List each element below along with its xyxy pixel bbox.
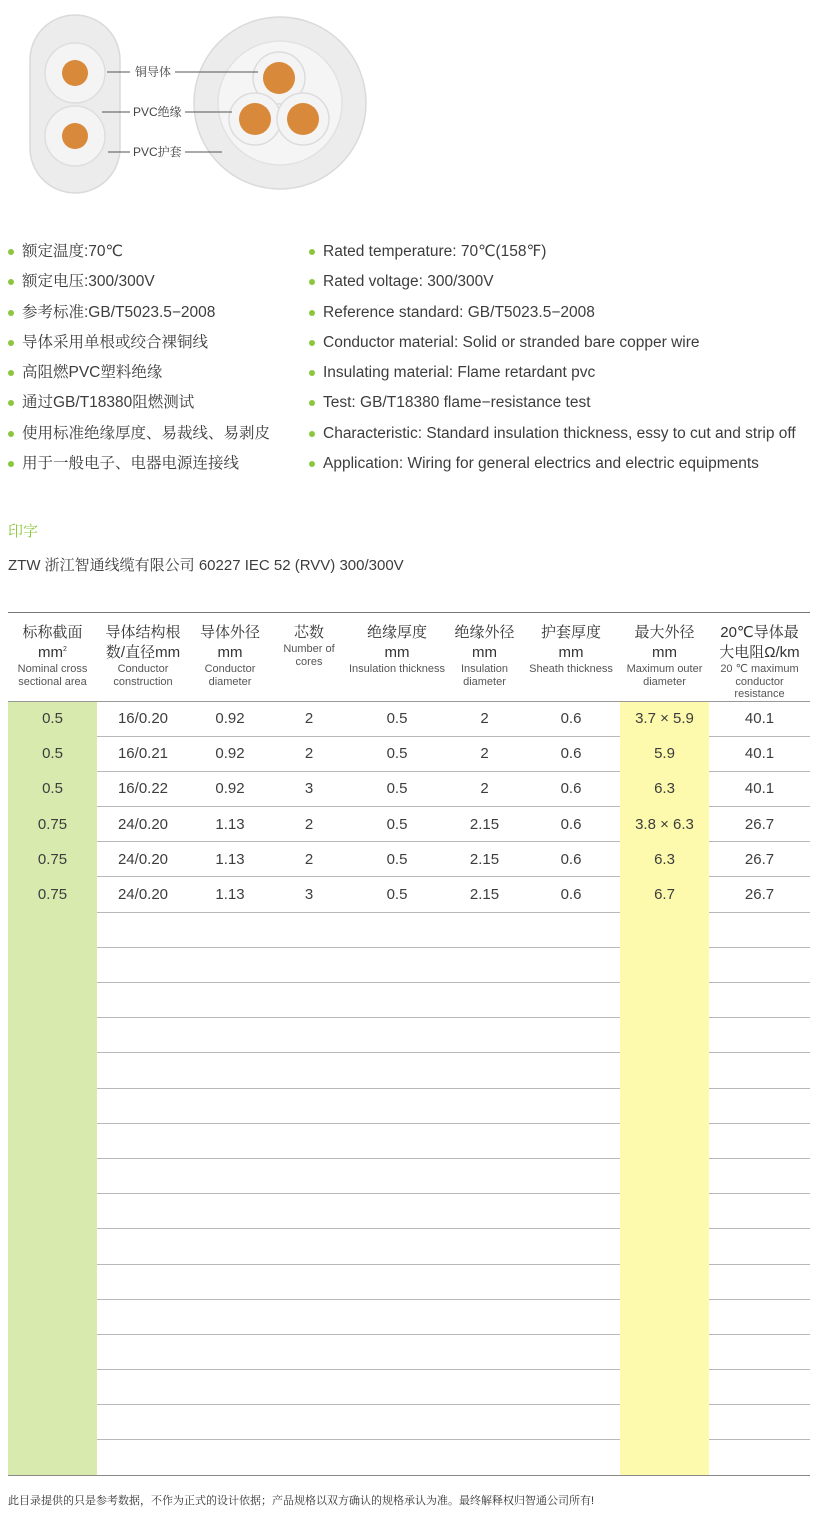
table-cell [97,1194,189,1229]
table-cell [709,1053,810,1088]
bullet-dot-icon [8,370,14,376]
table-cell [347,1440,447,1475]
table-cell [189,1370,271,1405]
table-cell: 0.5 [8,701,97,736]
bullet-dot-icon [309,340,315,346]
table-cell: 3 [271,771,347,806]
spec-item-cn: 额定温度:70℃ [8,240,270,270]
table-cell [347,1264,447,1299]
table-cell [271,1405,347,1440]
column-header-max-resistance: 20℃导体最 大电阻Ω/km 20 ℃ maximum conductor resistance [709,613,810,702]
table-cell [347,1158,447,1193]
spec-item-cn: 通过GB/T18380阻燃测试 [8,391,270,421]
table-cell: 3.7 × 5.9 [620,701,709,736]
table-cell: 0.75 [8,842,97,877]
table-cell [447,1370,522,1405]
spec-item-en: Application: Wiring for general electrics and electric equipments [309,452,796,482]
table-cell [447,1158,522,1193]
round-copper-conductor-1 [263,62,295,94]
table-cell: 1.13 [189,877,271,912]
table-cell [522,1440,620,1475]
table-cell [97,1334,189,1369]
round-copper-conductor-2 [239,103,271,135]
table-cell [709,983,810,1018]
table-cell [620,947,709,982]
column-header-conductor-construction: 导体结构根 数/直径mm Conductor construction [97,613,189,702]
table-cell [447,1229,522,1264]
table-cell [522,1018,620,1053]
table-cell [8,1370,97,1405]
table-cell [620,1299,709,1334]
table-cell [347,912,447,947]
marking-text: ZTW 浙江智通线缆有限公司 60227 IEC 52 (RVV) 300/300V [8,557,404,574]
table-cell: 2 [271,807,347,842]
table-cell [620,1405,709,1440]
table-cell: 2 [447,771,522,806]
table-row-empty [8,1370,810,1405]
table-cell: 1.13 [189,842,271,877]
table-cell [271,1264,347,1299]
table-cell [97,1405,189,1440]
table-cell: 26.7 [709,842,810,877]
table-cell [620,1053,709,1088]
table-cell [97,1158,189,1193]
table-row-empty [8,1405,810,1440]
table-cell [97,1440,189,1475]
bullet-dot-icon [309,249,315,255]
table-row-empty [8,1299,810,1334]
table-cell [189,1194,271,1229]
table-cell: 3.8 × 6.3 [620,807,709,842]
spec-item-cn: 用于一般电子、电器电源连接线 [8,452,270,482]
spec-item-cn: 导体采用单根或绞合裸铜线 [8,331,270,361]
spec-item-cn: 使用标准绝缘厚度、易裁线、易剥皮 [8,422,270,452]
spec-item-en: Rated temperature: 70℃(158℉) [309,240,796,270]
table-cell: 0.75 [8,807,97,842]
spec-item-en: Reference standard: GB/T5023.5−2008 [309,301,796,331]
table-cell [8,1158,97,1193]
table-cell [271,1370,347,1405]
table-cell [447,1264,522,1299]
table-cell [447,1299,522,1334]
bullet-dot-icon [309,431,315,437]
table-cell [97,1264,189,1299]
table-cell [189,1440,271,1475]
table-row-empty [8,1158,810,1193]
table-cell [522,1299,620,1334]
table-cell [271,1299,347,1334]
table-cell [447,1123,522,1158]
table-cell [189,1334,271,1369]
table-cell: 2.15 [447,877,522,912]
table-cell [447,1088,522,1123]
table-cell [271,1088,347,1123]
table-cell [447,1405,522,1440]
table-cell [8,1229,97,1264]
table-cell: 0.5 [8,736,97,771]
table-row-empty [8,1053,810,1088]
table-cell [8,1334,97,1369]
table-cell: 0.75 [8,877,97,912]
column-header-conductor-diameter: 导体外径 mm Conductor diameter [189,613,271,702]
table-cell [97,1053,189,1088]
spec-list-english [309,240,796,482]
table-cell [522,1194,620,1229]
table-cell [620,1440,709,1475]
spec-item-en: Rated voltage: 300/300V [309,270,796,300]
footnote-disclaimer: 此目录提供的只是参考数据，不作为正式的设计依据；产品规格以双方确认的规格承认为准。最终解释权归智通公司所有! [8,1495,595,1507]
table-cell [347,1334,447,1369]
table-cell: 0.6 [522,842,620,877]
table-cell [620,1088,709,1123]
table-row-empty [8,1088,810,1123]
table-cell [709,1370,810,1405]
table-cell [522,1370,620,1405]
table-cell [97,1088,189,1123]
table-cell [8,1264,97,1299]
table-cell [271,983,347,1018]
table-cell [620,1194,709,1229]
table-body [8,701,810,1475]
table-row-empty [8,1264,810,1299]
table-cell [189,1299,271,1334]
cable-cross-section-diagram [0,0,818,200]
table-cell: 40.1 [709,771,810,806]
round-copper-conductor-3 [287,103,319,135]
table-cell [709,1440,810,1475]
table-cell [620,1370,709,1405]
table-row [8,771,810,806]
bullet-dot-icon [8,279,14,285]
table-cell [271,1123,347,1158]
spec-list-chinese [8,240,270,482]
table-cell: 5.9 [620,736,709,771]
table-cell [347,1194,447,1229]
table-cell: 0.5 [347,842,447,877]
table-cell [522,1405,620,1440]
table-cell [97,983,189,1018]
callout-copper-conductor: 铜导体 [135,65,172,79]
table-cell [8,983,97,1018]
table-cell [522,947,620,982]
spec-item-en: Test: GB/T18380 flame−resistance test [309,391,796,421]
table-cell [8,1018,97,1053]
table-cell: 0.92 [189,736,271,771]
column-header-max-outer-diameter: 最大外径 mm Maximum outer diameter [620,613,709,702]
flat-copper-conductor-1 [62,60,88,86]
table-cell [8,1053,97,1088]
table-cell [189,1088,271,1123]
table-cell [271,1440,347,1475]
table-cell [709,1299,810,1334]
table-cell [522,1334,620,1369]
table-cell [522,912,620,947]
spec-item-cn: 高阻燃PVC塑料绝缘 [8,361,270,391]
table-cell [347,1123,447,1158]
table-cell [189,1158,271,1193]
marking-heading: 印字 [8,523,39,540]
table-cell [447,1194,522,1229]
table-cell: 2.15 [447,807,522,842]
bullet-dot-icon [309,370,315,376]
table-cell [620,912,709,947]
table-cell: 0.6 [522,807,620,842]
table-cell: 0.5 [8,771,97,806]
column-header-nominal-section: 标称截面 $mm^2$ Nominal cross sectional area [8,613,97,702]
table-cell: 0.5 [347,771,447,806]
table-cell [347,1405,447,1440]
table-cell [189,1229,271,1264]
table-cell [189,912,271,947]
table-cell [8,1299,97,1334]
spec-item-en: Insulating material: Flame retardant pvc [309,361,796,391]
table-cell [189,947,271,982]
table-cell [620,983,709,1018]
table-cell [271,1018,347,1053]
table-cell [522,1158,620,1193]
table-cell [189,1405,271,1440]
table-cell: 0.6 [522,736,620,771]
table-cell [189,1123,271,1158]
table-cell [271,1229,347,1264]
table-cell [271,947,347,982]
table-cell: 0.5 [347,701,447,736]
table-cell [8,947,97,982]
table-cell: 24/0.20 [97,842,189,877]
table-cell [522,1088,620,1123]
table-cell [709,912,810,947]
table-cell: 0.6 [522,771,620,806]
table-cell [709,1123,810,1158]
table-row-empty [8,1194,810,1229]
table-cell [271,1194,347,1229]
table-cell: 1.13 [189,807,271,842]
table-row-empty [8,1229,810,1264]
table-row-empty [8,912,810,947]
table-cell [447,947,522,982]
bullet-dot-icon [8,340,14,346]
flat-copper-conductor-2 [62,123,88,149]
table-cell [8,1440,97,1475]
table-cell: 26.7 [709,877,810,912]
table-cell [709,1088,810,1123]
bullet-dot-icon [309,310,315,316]
table-cell [97,1018,189,1053]
table-cell: 2 [447,701,522,736]
table-cell: 24/0.20 [97,807,189,842]
table-row-empty [8,1334,810,1369]
table-cell [709,1334,810,1369]
bullet-dot-icon [8,249,14,255]
table-cell [709,947,810,982]
table-cell [8,1088,97,1123]
cable-diagram-svg [0,0,818,200]
bullet-dot-icon [8,461,14,467]
table-cell [709,1018,810,1053]
table-cell [97,912,189,947]
table-cell: 0.92 [189,701,271,736]
table-cell [271,1053,347,1088]
table-cell [447,1053,522,1088]
table-row-empty [8,983,810,1018]
table-cell [620,1264,709,1299]
spec-item-en: Characteristic: Standard insulation thickness, essy to cut and strip off [309,422,796,452]
bullet-dot-icon [309,461,315,467]
table-cell: 0.5 [347,877,447,912]
bullet-dot-icon [8,310,14,316]
table-cell [347,1018,447,1053]
table-cell [8,1194,97,1229]
table-cell [97,1299,189,1334]
table-cell: 6.3 [620,771,709,806]
table-cell [347,1370,447,1405]
table-cell [620,1123,709,1158]
table-cell [522,1229,620,1264]
table-cell [347,947,447,982]
table-cell: 16/0.20 [97,701,189,736]
table-cell [8,1405,97,1440]
table-cell [347,983,447,1018]
table-cell: 26.7 [709,807,810,842]
table-cell: 2 [271,842,347,877]
table-cell [189,1053,271,1088]
table-cell [97,1229,189,1264]
table-cell: 0.6 [522,877,620,912]
table-cell [522,1053,620,1088]
table-cell: 6.3 [620,842,709,877]
table-cell [97,1123,189,1158]
column-header-number-of-cores: 芯数 Number of cores [271,613,347,702]
spec-item-cn: 参考标准:GB/T5023.5−2008 [8,301,270,331]
table-cell [447,1018,522,1053]
table-cell [709,1405,810,1440]
table-cell: 0.92 [189,771,271,806]
table-cell [347,1299,447,1334]
table-row-empty [8,1440,810,1475]
table-cell [447,983,522,1018]
table-cell [189,983,271,1018]
table-cell: 24/0.20 [97,877,189,912]
table-cell [189,1018,271,1053]
table-cell: 16/0.21 [97,736,189,771]
table-row-empty [8,947,810,982]
table-cell [620,1158,709,1193]
bullet-dot-icon [309,400,315,406]
bullet-dot-icon [8,431,14,437]
column-header-insulation-diameter: 绝缘外径 mm Insulation diameter [447,613,522,702]
table-cell [189,1264,271,1299]
table-cell [709,1229,810,1264]
callout-pvc-insulation: PVC绝缘 [133,105,182,119]
table-cell [271,912,347,947]
table-cell: 2.15 [447,842,522,877]
table-cell [447,912,522,947]
table-cell [522,1264,620,1299]
column-header-sheath-thickness: 护套厚度 mm Sheath thickness [522,613,620,702]
bullet-dot-icon [8,400,14,406]
table-cell [447,1334,522,1369]
table-row [8,842,810,877]
table-row [8,701,810,736]
table-cell [347,1229,447,1264]
table-cell: 3 [271,877,347,912]
spec-item-cn: 额定电压:300/300V [8,270,270,300]
table-cell: 40.1 [709,701,810,736]
callout-pvc-sheath: PVC护套 [133,145,182,159]
table-cell [8,912,97,947]
table-row [8,807,810,842]
table-cell: 2 [271,736,347,771]
spec-item-en: Conductor material: Solid or stranded bare copper wire [309,331,796,361]
table-cell [97,947,189,982]
table-cell: 2 [271,701,347,736]
table-cell [522,983,620,1018]
table-cell [97,1370,189,1405]
table-row [8,736,810,771]
table-cell: 6.7 [620,877,709,912]
table-cell [271,1158,347,1193]
spec-table [8,612,810,1476]
table-cell [709,1194,810,1229]
table-cell: 0.6 [522,701,620,736]
table-cell [271,1334,347,1369]
table-cell [347,1053,447,1088]
table-cell [447,1440,522,1475]
table-row-empty [8,1123,810,1158]
table-cell [8,1123,97,1158]
table-cell: 0.5 [347,736,447,771]
table-row-empty [8,1018,810,1053]
table-cell: 40.1 [709,736,810,771]
table-cell [620,1334,709,1369]
table-row [8,877,810,912]
table-cell [620,1229,709,1264]
table-header-row [8,613,810,702]
table-cell [347,1088,447,1123]
bullet-dot-icon [309,279,315,285]
table-cell: 16/0.22 [97,771,189,806]
table-cell [709,1264,810,1299]
column-header-insulation-thickness: 绝缘厚度 mm Insulation thickness [347,613,447,702]
table-cell: 2 [447,736,522,771]
table-cell [620,1018,709,1053]
table-cell [709,1158,810,1193]
table-cell: 0.5 [347,807,447,842]
table-cell [522,1123,620,1158]
